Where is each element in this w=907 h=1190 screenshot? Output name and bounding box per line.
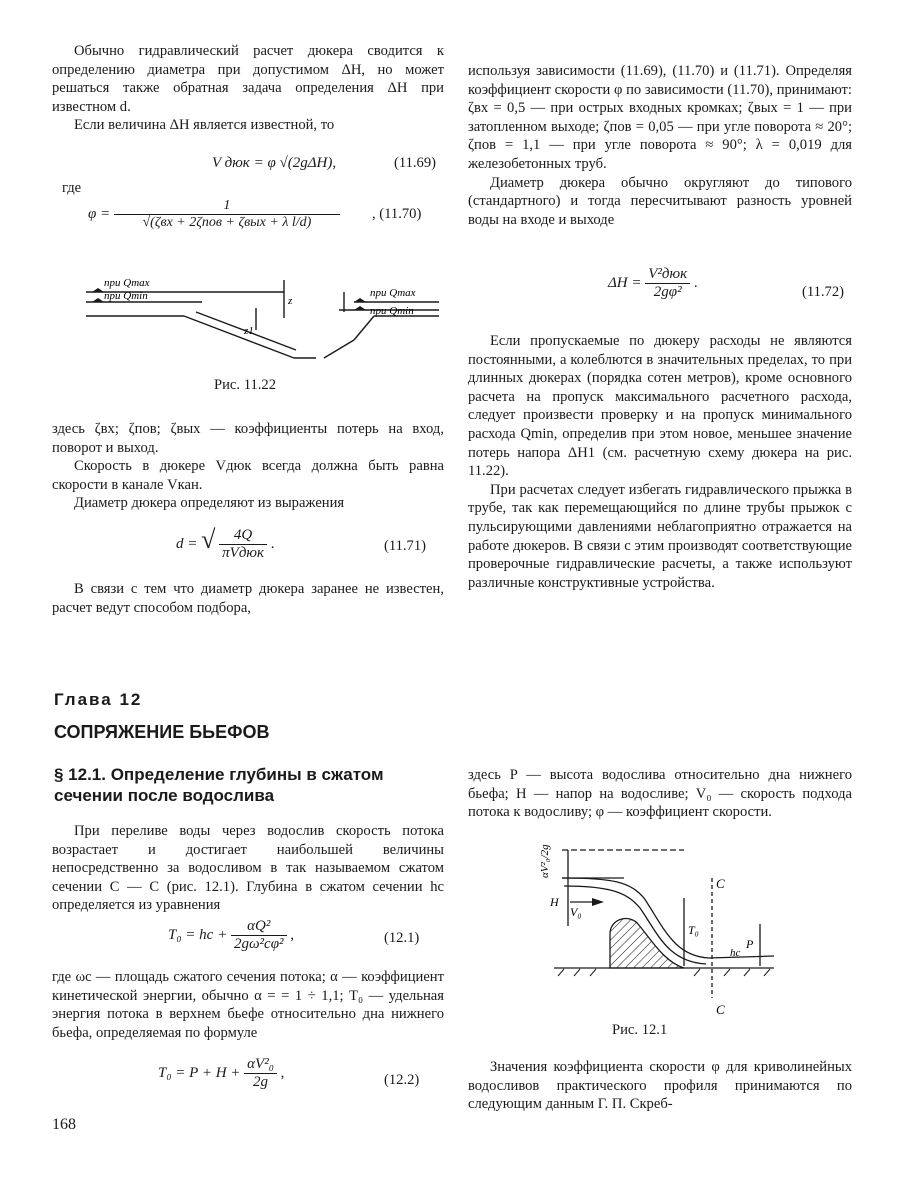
paragraph: используя зависимости (11.69), (11.70) и (11.71). Определяя коэффициент скорости φ по зависимости (11.70), принимают: ζвх = 0,5 — при острых входных кромках; ζвых = 1 — при затопленном выходе; ζпов = 0,05 — при угле поворота ≈ 20°; ζпов = 1,1 — при угле поворота ≈ 90°; λ = 0,019 для железобетонных труб.	[468, 63, 852, 172]
figure-12-1-diagram	[534, 838, 794, 1018]
paragraph: Скорость в дюкере Vдюк всегда должна быть равна скорости в канале Vкан.	[52, 458, 444, 493]
where-label: где	[62, 180, 82, 196]
equation-12-1: T₀ = hc + $\frac{\text{αQ²}}{\text{2gω²cφ²}}$ ,	[168, 918, 295, 952]
paragraph: При расчетах следует избегать гидравлического прыжка в трубе, так как перемещающийся по длине трубы прыжок с пульсирующими давлениями неблагоприятно отражается на работе дюкеров. В связи с этим производят соответствующие проверочные гидравлические расчеты, а также используют различные конструктивные устройства.	[468, 481, 852, 591]
label-H: H	[550, 895, 559, 909]
paragraph: Диаметр дюкера обычно округляют до типового (стандартного) и тогда пересчитывают разность уровней воды на входе и выходе	[468, 174, 852, 228]
figure-caption: Рис. 12.1	[612, 1022, 668, 1038]
paragraph: здесь P — высота водослива относительно дна нижнего бьефа; H — напор на водосливе; V₀ — скорость подхода потока к водосливу; φ — коэффициент скорости.	[468, 767, 852, 821]
equation-denominator: 2gω²cφ²	[233, 936, 284, 952]
paragraph: Если пропускаемые по дюкеру расходы не являются постоянными, а колеблются в значительных пределах, то при длинных дюкерах (порядка сотен метров), кроме основного расчета на пропуск максимального расчетного расхода, следует произвести проверку и на пропуск минимального расхода Qmin, определив при этом новое, меньшее значение потерь напора ΔH1 (см. расчетную схему дюкера на рис. 11.22).	[468, 333, 852, 480]
label-z1: z1	[244, 325, 254, 337]
equation-11-69: V дюк = φ √(2gΔH),	[212, 155, 337, 171]
equation-numerator: 4Q	[219, 527, 267, 545]
paragraph: здесь ζвх; ζпов; ζвых — коэффициенты потерь на вход, поворот и выход.	[52, 421, 444, 456]
label-T0: T₀	[688, 923, 699, 937]
equation-numerator: αV²₀	[244, 1056, 277, 1074]
equation-11-72: ΔH = $\frac{\text{V²дюк}}{\text{2gφ²}}$ .	[608, 266, 698, 300]
figure-caption: Рис. 11.22	[214, 377, 276, 393]
left-column-section	[52, 822, 444, 915]
paragraph: где ωc — площадь сжатого сечения потока; α — коэффициент кинетической энергии, обычно α = = 1 ÷ 1,1; T₀ — удельная энергия потока в верхнем бьефе относительно дна нижнего бьефа, определяемая по формуле	[52, 969, 444, 1041]
equation-lhs: ΔH =	[608, 274, 642, 291]
right-column-section	[468, 766, 852, 822]
equation-lhs: d =	[176, 536, 198, 552]
page-number: 168	[52, 1116, 76, 1133]
section-title: § 12.1. Определение глубины в сжатом сечении после водослива	[54, 765, 384, 805]
label-qmin-right: при Qmin	[370, 305, 414, 317]
label-hc: hc	[730, 947, 741, 959]
paragraph: Диаметр дюкера определяют из выражения	[74, 495, 345, 512]
left-column-section-2	[52, 968, 444, 1042]
left-column-bottom	[52, 580, 444, 617]
equation-number: (11.69)	[394, 155, 437, 171]
label-C-top: C	[716, 876, 725, 891]
paragraph: При переливе воды через водослив скорость потока возрастает и достигает наибольшей величины непосредственно за водосливом в так называемом сжатом сечении C — C (рис. 12.1). Глубина в сжатом сечении hc определяется из уравнения	[52, 823, 444, 914]
paragraph: Если величина ΔH является известной, то	[74, 117, 335, 134]
left-column-top	[52, 42, 444, 135]
equation-lhs: T₀ = hc +	[168, 926, 228, 943]
equation-numerator: 1	[114, 198, 340, 215]
equation-number: (12.1)	[384, 930, 420, 946]
label-V0: V₀	[570, 905, 582, 919]
equation-12-2: T₀ = P + H + $\frac{\text{αV²₀}}{2g}$ ,	[158, 1056, 285, 1090]
equation-numerator: V²дюк	[645, 266, 690, 284]
equation-numerator: αQ²	[231, 918, 287, 936]
label-qmin-left: при Qmin	[104, 290, 148, 302]
equation-denominator: 2g	[253, 1074, 269, 1090]
right-column-middle	[468, 332, 852, 592]
paragraph: Значения коэффициента скорости φ для криволинейных водосливов практического профиля принимаются по следующим данным Г. П. Скреб-	[468, 1059, 852, 1113]
left-column-middle	[52, 420, 444, 513]
right-column-top	[468, 62, 852, 229]
right-column-section-2	[468, 1058, 852, 1114]
paragraph: Обычно гидравлический расчет дюкера сводится к определению диаметра при допустимом ΔH, но может решаться также обратная задача определения ΔH при известном d.	[52, 43, 444, 115]
paragraph: В связи с тем что диаметр дюкера заранее не известен, расчет ведут способом подбора,	[52, 581, 444, 616]
equation-lhs: φ =	[88, 205, 111, 222]
label-z: z	[288, 295, 293, 307]
equation-lhs: T₀ = P + H +	[158, 1064, 241, 1081]
equation-number: , (11.70)	[372, 206, 422, 222]
label-P: P	[746, 937, 754, 951]
equation-number: (12.2)	[384, 1072, 420, 1088]
equation-11-71: d = √ $\frac{4Q}{\text{πVдюк}}$ .	[176, 525, 275, 562]
equation-denominator: πVдюк	[222, 545, 265, 562]
figure-11-22-diagram	[84, 270, 444, 370]
equation-denominator: 2gφ²	[653, 284, 682, 300]
equation-denominator: √(ζвх + 2ζпов + ζвых + λ l/d)	[142, 215, 312, 230]
label-velocity-head: αV²₀/2g	[539, 844, 551, 878]
chapter-label: Глава 12	[54, 690, 143, 709]
equation-number: (11.72)	[802, 284, 845, 300]
label-qmax-left: при Qmax	[104, 277, 150, 289]
label-qmax-right: при Qmax	[370, 287, 416, 299]
equation-11-70	[88, 198, 340, 231]
label-C-bottom: C	[716, 1002, 725, 1017]
equation-number: (11.71)	[384, 538, 427, 554]
chapter-title: СОПРЯЖЕНИЕ БЬЕФОВ	[54, 722, 270, 742]
